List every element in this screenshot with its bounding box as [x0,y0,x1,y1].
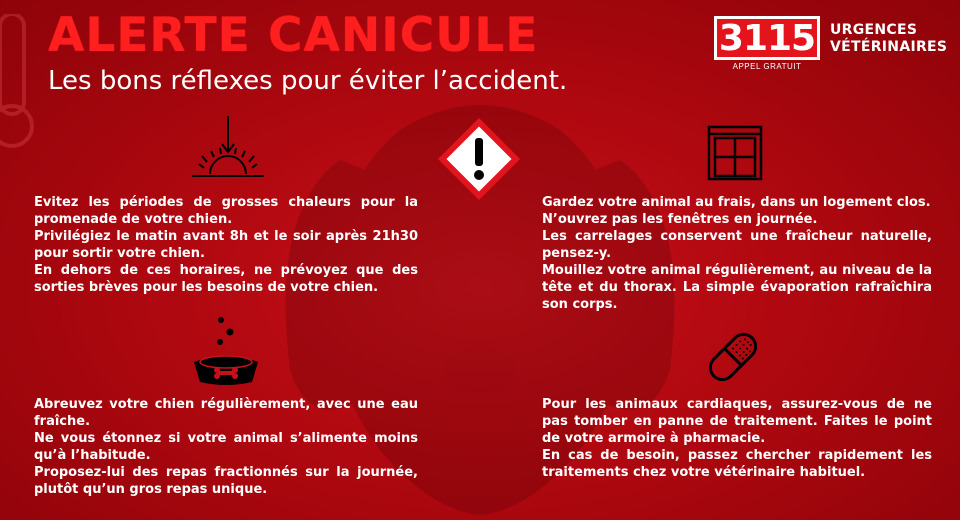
cool-advice-line: Les carrelages conservent une fraîcheur naturelle, pensez-y. [542,229,932,261]
water-advice-line: Proposez-lui des repas fractionnés sur la journée, plutôt qu’un gros repas unique. [34,465,418,497]
pill-capsule-icon [702,326,764,388]
meds-advice-line: Pour les animaux cardiaques, assurez-vous de ne pas tomber en panne de traitement. Faites le point de votre armoire à pharmacie. [542,397,932,446]
walk-advice-line: Evitez les périodes de grosses chaleurs pour la promenade de votre chien. [34,195,418,227]
water-advice-line: Abreuvez votre chien régulièrement, avec une eau fraîche. [34,397,418,429]
meds-advice-line: En cas de besoin, passez chercher rapidement les traitements chez votre vétérinaire habituel. [542,448,932,480]
cool-advice-line: N’ouvrez pas les fenêtres en journée. [542,212,818,227]
logo-line-urgences: URGENCES [830,22,918,38]
meds-advice-block [542,396,932,481]
cool-advice-line: Mouillez votre animal régulièrement, au niveau de la tête et du thorax. La simple évaporation rafraîchira son corps. [542,263,932,312]
sun-heat-icon [190,112,266,184]
warning-diamond-icon [436,116,522,202]
window-icon [706,124,764,182]
walk-advice-line: En dehors de ces horaires, ne prévoyez que des sorties brèves pour les besoins de votre chien. [34,263,418,295]
logo-number-box [714,16,820,60]
logo-number: 3115 [718,17,816,59]
dog-bowl-icon [190,312,262,386]
cool-advice-line: Gardez votre animal au frais, dans un logement clos. [542,195,931,210]
thermometer-background-icon [0,14,42,154]
walk-advice-block [34,194,418,296]
water-advice-block [34,396,418,498]
walk-advice-line: Privilégiez le matin avant 8h et le soir après 21h30 pour sortir votre chien. [34,229,418,261]
water-advice-line: Ne vous étonnez si votre animal s’alimente moins qu’à l’habitude. [34,431,418,463]
page-subtitle: Les bons réflexes pour éviter l’accident. [48,66,568,96]
logo-line-veterinaires: VÉTÉRINAIRES [830,39,948,55]
logo-tagline: APPEL GRATUIT [732,62,802,71]
cool-advice-block [542,194,932,313]
urgences-veterinaires-logo [714,16,950,76]
page-title: ALERTE CANICULE [48,8,539,63]
